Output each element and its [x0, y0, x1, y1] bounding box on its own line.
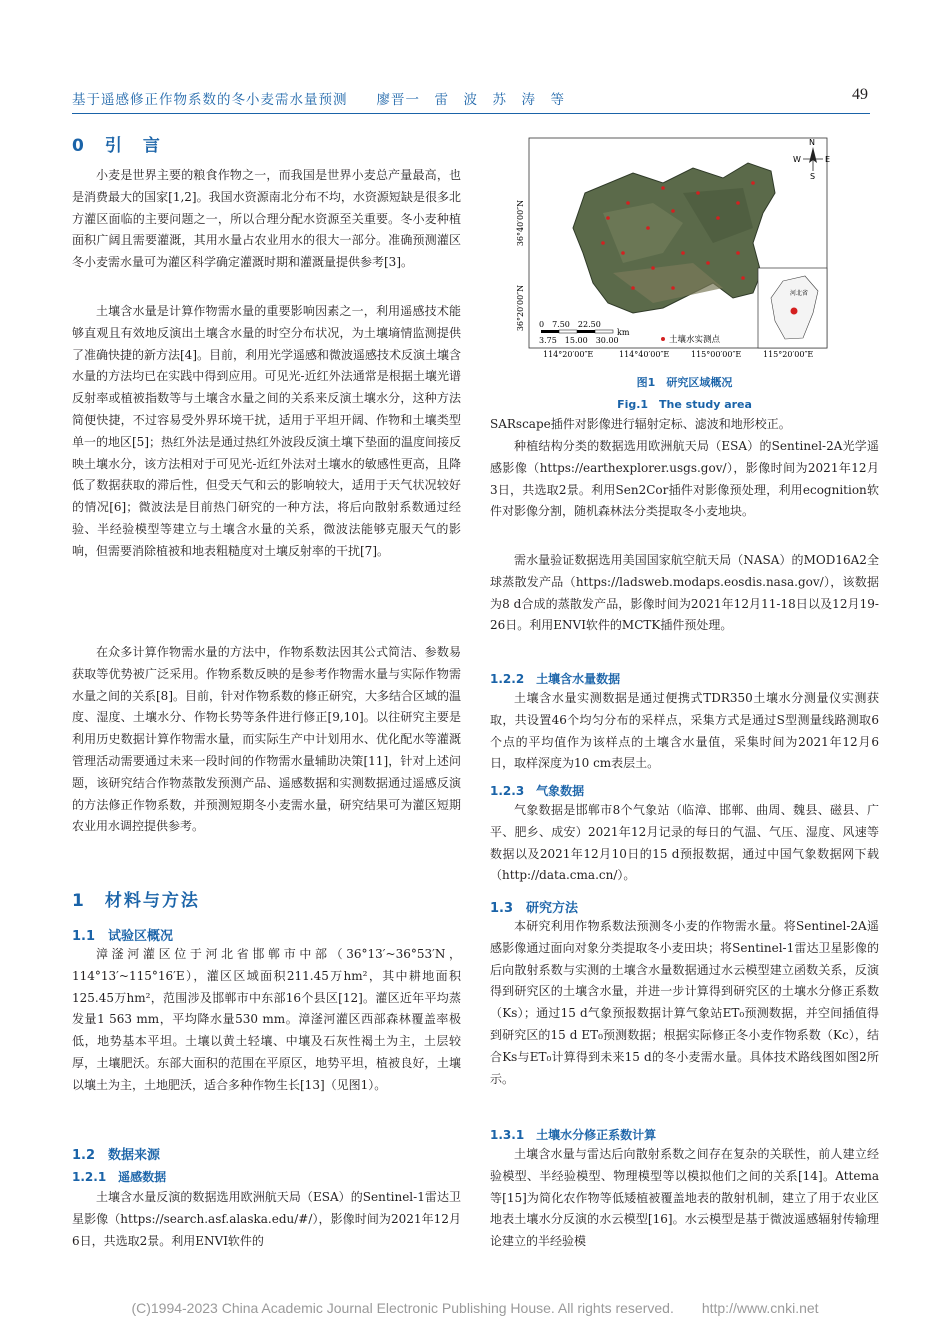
section-1-2-1-paragraph: 土壤含水量反演的数据选用欧洲航天局（ESA）的Sentinel-1雷达卫星影像（https://search.asf.alaska.edu/#/），影像时间为2021年12月6日，共选取2景。利用ENVI软件的 — [72, 1190, 461, 1248]
section-1-2-2-title: 1.2.2 土壤含水量数据 — [490, 672, 621, 686]
lon-label-1: 114°20′00″E — [543, 350, 594, 359]
copyright-footer: (C)1994-2023 China Academic Journal Electronic Publishing House. All rights reserved. http://www.cnki.net — [131, 1300, 819, 1316]
section-1-2-title: 1.2 数据来源 — [72, 1148, 161, 1163]
figure-caption-en: Fig.1 The study area — [617, 398, 752, 411]
scale-bar — [541, 330, 613, 333]
lat-label-1: 36°40′00″N — [516, 199, 525, 247]
header-rule — [72, 113, 870, 114]
east-label: E — [825, 155, 831, 164]
inset-location-marker — [791, 308, 798, 315]
intro-paragraph-3: 在众多计算作物需水量的方法中，作物系数法因其公式简洁、参数易获取等优势被广泛采用。作物系数反映的是参考作物需水量与实际作物需水量之间的关系[8]。目前，针对作物系数的修正研究，大多结合区域的温度、湿度、土壤水分、作物长势等条件进行修正[9,10]。以往研究主要是利用历史数据计算作物需水量，而实际生产中计划用水、优化配水等灌溉管理活动需要通过未来一段时间的作物需水量辅助决策[11]，针对上述问题，该研究结合作物蒸散发预测产品、遥感数据和实测数据通过遥感反演的方法修正作物系数，并预测短期冬小麦需水量，研究结果可为灌区短期农业用水调控提供参考。 — [72, 645, 462, 834]
north-label: N — [809, 138, 815, 147]
inset-label: 河北省 — [790, 290, 809, 297]
lon-label-3: 115°00′00″E — [691, 350, 742, 359]
south-label: S — [810, 172, 816, 181]
section-1-3-1-title: 1.3.1 土壤水分修正系数计算 — [490, 1128, 657, 1142]
legend-label: 土壤水实测点 — [669, 335, 721, 345]
section-1-1-paragraph: 漳滏河灌区位于河北省邯郸市中部（36°13′~36°53′N，114°13′~115°16′E），灌区区域面积211.45万hm²，其中耕地面积125.45万hm²，范围涉及邯郸市中东部16个县区[12]。灌区近年平均蒸发量1 563 mm，平均降水量530 mm。漳滏河灌区西部森林覆盖率极低，地势基本平坦。土壤以黄土轻壤、中壤及石灰性褐土为主，土层较厚，土壤肥沃。东部大面积的范围在平原区，地势平坦，植被良好，土壤以壤土为主，土地肥沃，适合多种作物生长[13]（见图1）。 — [72, 947, 461, 1092]
west-label: W — [793, 155, 801, 164]
legend-point-icon — [661, 337, 665, 341]
section-1-3-title: 1.3 研究方法 — [490, 901, 579, 916]
sentinel2-paragraph: 种植结构分类的数据选用欧洲航天局（ESA）的Sentinel-2A光学遥感影像（https://earthexplorer.usgs.gov/），影像时间为2021年12月3日，共选取2景。利用Sen2Cor插件对影像预处理，利用ecognition软件对影像分割，随机森林法分类提取冬小麦地块。 — [490, 439, 879, 519]
page-number: 49 — [852, 86, 868, 103]
section-1-2-2-paragraph: 土壤含水量实测数据是通过便携式TDR350土壤水分测量仪实测获取，共设置46个均匀分布的采样点，采集方式是通过S型测量线路测取6个点的平均值作为该样点的土壤含水量值，采集时间为2021年12月6日，取样深度为10 cm表层土。 — [490, 691, 879, 771]
section-1-2-1-title: 1.2.1 遥感数据 — [72, 1170, 167, 1184]
section-1-3-1-paragraph: 土壤含水量与雷达后向散射系数之间存在复杂的关联性，前人建立经验模型、半经验模型、物理模型等以模拟他们之间的关系[14]。Attema等[15]为简化农作物等低矮植被覆盖地表的散射机制，建立了用于农业区地表土壤水分反演的水云模型[16]。水云模型是基于微波遥感辐射传输理论建立的半经验模 — [490, 1147, 879, 1249]
modis-paragraph: 需水量验证数据选用美国国家航空航天局（NASA）的MOD16A2全球蒸散发产品（https://ladsweb.modaps.eosdis.nasa.gov/），该数据为8 d合成的蒸散发产品，影像时间为2021年12月11-18日以及12月19-26日。利用ENVI软件的MCTK插件预处理。 — [490, 553, 879, 633]
figure-caption-cn: 图1 研究区域概况 — [636, 376, 733, 389]
section-1-title: 1 材料与方法 — [72, 891, 200, 911]
section-1-3-paragraph: 本研究利用作物系数法预测冬小麦的作物需水量。将Sentinel-2A遥感影像通过面向对象分类提取冬小麦田块；将Sentinel-1雷达卫星影像的后向散射系数与实测的土壤含水量数据通过水云模型建立函数关系，反演得到研究区的土壤含水量，并进一步计算得到研究区的土壤水分修正系数（Ks）；通过15 d气象预报数据计算气象站ET₀预测数据，并空间插值得到研究区的15 d ET₀预测数据；根据实际修正冬小麦作物系数（Kc），结合Ks与ET₀计算得到未来15 d的冬小麦需水量。具体技术路线图如图2所示。 — [490, 919, 879, 1086]
intro-paragraph-1: 小麦是世界主要的粮食作物之一，而我国是世界小麦总产量最高，也是消费最大的国家[1,2]。我国水资源南北分布不均，水资源短缺是很多北方灌区面临的主要问题之一，所以合理分配水资源至关重要。冬小麦种植面积广阔且需要灌溉，其用水量占农业用水的很大一部分。准确预测灌区冬小麦需水量可为灌区科学确定灌溉时期和灌溉量提供参考[3]。 — [72, 168, 461, 270]
lon-label-4: 115°20′00″E — [763, 350, 814, 359]
section-0-title: 0 引 言 — [72, 136, 162, 156]
study-area-map — [513, 133, 858, 361]
section-1-2-3-title: 1.2.3 气象数据 — [490, 784, 585, 798]
scale-top-label: 0 7.50 22.50 — [539, 320, 601, 329]
map-svg — [513, 133, 858, 361]
lon-label-2: 114°40′00″E — [619, 350, 670, 359]
section-1-2-3-paragraph: 气象数据是邯郸市8个气象站（临漳、邯郸、曲周、魏县、磁县、广平、肥乡、成安）2021年12月记录的每日的气温、气压、湿度、风速等数据以及2021年12月10日的15 d预报数据，通过中国气象数据网下载（http://data.cma.cn/）。 — [490, 803, 879, 883]
lat-label-2: 36°20′00″N — [516, 284, 525, 332]
running-header: 基于遥感修正作物系数的冬小麦需水量预测 廖晋一 雷 波 苏 涛 等 — [72, 92, 565, 108]
section-1-1-title: 1.1 试验区概况 — [72, 929, 174, 944]
right-continuation-paragraph: SARscape插件对影像进行辐射定标、滤波和地形校正。 — [490, 417, 791, 431]
scale-bottom-label: 3.75 15.00 30.00 — [539, 336, 619, 345]
intro-paragraph-2: 土壤含水量是计算作物需水量的重要影响因素之一，利用遥感技术能够直观且有效地反演出土壤含水量的时空分布状况，为土壤墒情监测提供了准确快捷的新方法[4]。目前，利用光学遥感和微波遥感技术反演土壤含水量的方法均已在实践中得到应用。可见光-近红外法通常是根据土壤光谱反射率或植被指数等与土壤含水量之间的关系来反演土壤水分，这种方法简便快捷，不过容易受外界环境干扰，适用于平坦开阔、作物和土壤类型单一的地区[5]；热红外法是通过热红外波段反演土壤下垫面的温度间接反映土壤水分，该方法相对于可见光-近红外法对土壤水的敏感性更高，且降低了数据获取的滞后性，但受天气和云的影响较大，适用于天气状况较好的情况[6]；微波法是目前热门研究的一种方法，将后向散射系数通过经验、半经验模型等建立与土壤含水量的关系，微波法能够克服天气的影响，但需要消除植被和地表粗糙度对土壤反射率的干扰[7]。 — [72, 304, 462, 558]
scale-unit: km — [617, 328, 630, 337]
